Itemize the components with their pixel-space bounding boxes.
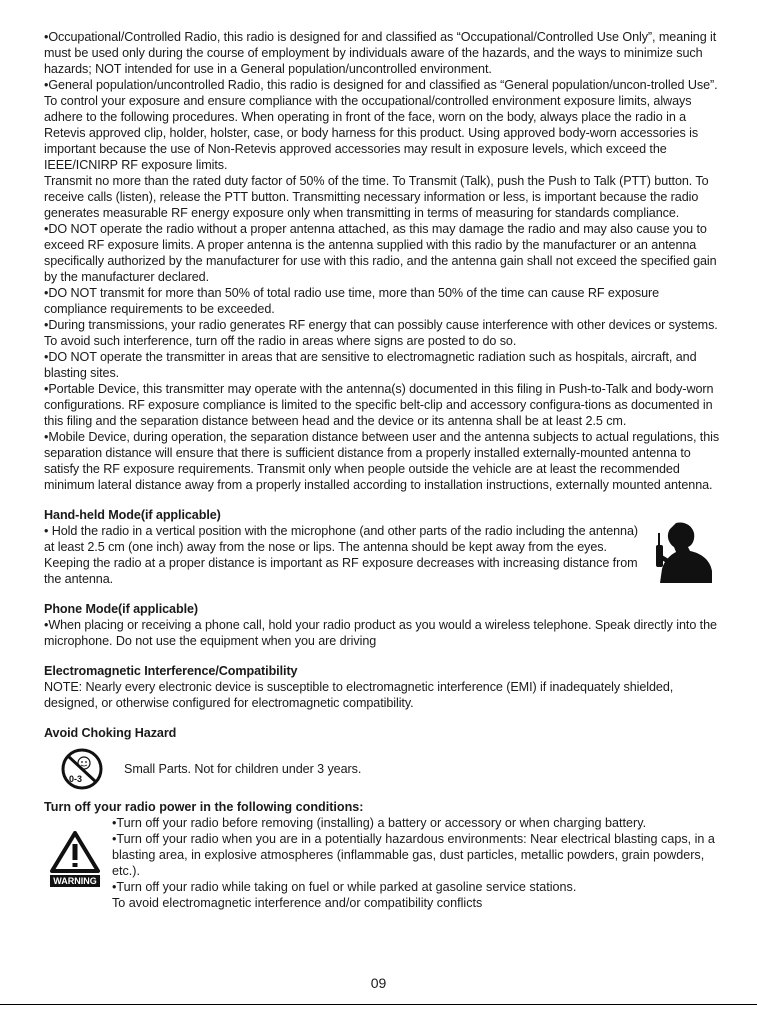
choking-text: Small Parts. Not for children under 3 years. [124,762,362,776]
handheld-title: Hand-held Mode(if applicable) [44,508,221,522]
turnoff-item: •Turn off your radio before removing (installing) a battery or accessory or when charging battery. [112,816,647,830]
phone-section [44,601,720,649]
warning-triangle-icon [50,831,100,873]
footer-divider [0,1004,757,1005]
paragraph-control-exposure: To control your exposure and ensure compliance with the occupational/controlled environment exposure limits, always adhere to the following procedures. When operating in front of the face, worn on the body, always place the radio in a Retevis approved clip, holder, holster, case, or body harness for this product. Using approved body-worn accessories is important because the use of Non-Retevis approved accessories may result in exposure levels, which exceed the IEEE/ICNIRP RF exposure limits. [44,94,699,172]
paragraph-mobile-device: •Mobile Device, during operation, the separation distance between user and the antenna subjects to actual regulations, this separation distance will ensure that there is sufficient distance from a properly installed externally-mounted antenna to satisfy the RF exposure requirements. Transmit only when people outside the vehicle are at least the recommended minimum lateral distance away from a properly installed according to installation instructions, externally mounted antenna. [44,430,720,492]
warning-badge: WARNING [50,875,100,887]
turnoff-item: •Turn off your radio when you are in a potentially hazardous environments: Near electrical blasting caps, in a blasting area, in explosive atmospheres (inflammable gas, dust particles, metallic powders, grain powders, etc.). [112,832,715,878]
paragraph-occupational: •Occupational/Controlled Radio, this radio is designed for and classified as “Occupational/Controlled Use Only”, meaning it must be used only during the course of employment by individuals aware of the hazards, and the ways to minimize such hazards; NOT intended for use in a General population/uncontrolled environment. [44,30,717,76]
paragraph-interference: •During transmissions, your radio generates RF energy that can possibly cause interference with other devices or systems. To avoid such interference, turn off the radio in areas where signs are posted to do so. [44,318,718,348]
soldier-radio-icon [650,521,714,583]
paragraph-portable-device: •Portable Device, this transmitter may operate with the antenna(s) documented in this filing in Push-to-Talk and body-worn configurations. RF exposure compliance is limited to the specific belt-clip and accessory configura-tions as documented in this filing and the separation distance between head and the device or its antenna shall be at least 2.5 cm. [44,382,714,428]
phone-text: •When placing or receiving a phone call, hold your radio product as you would a wireless telephone. Speak directly into the microphone. Do not use the equipment when you are driving [44,618,717,648]
paragraph-sensitive-areas: •DO NOT operate the transmitter in areas that are sensitive to electromagnetic radiation such as hospitals, aircraft, and blasting sites. [44,350,697,380]
paragraph-proper-antenna: •DO NOT operate the radio without a proper antenna attached, as this may damage the radio and may also cause you to exceed RF exposure limits. A proper antenna is the antenna supplied with this radio by the manufacturer or an antenna specifically authorized by the manufacturer for use with this radio, and the antenna gain shall not exceed the specified gain by the manufacturer declared. [44,222,717,284]
rf-exposure-body [44,29,720,493]
page-number: 09 [370,975,387,991]
paragraph-transmit-limit: •DO NOT transmit for more than 50% of total radio use time, more than 50% of the time can cause RF exposure compliance requirements to be exceeded. [44,286,660,316]
warning-icon-group [50,815,100,911]
svg-text:0-3: 0-3 [69,774,83,784]
turnoff-title: Turn off your radio power in the following conditions: [44,800,364,814]
turnoff-item: •Turn off your radio while taking on fuel or while parked at gasoline service stations. [112,880,577,894]
emi-text: NOTE: Nearly every electronic device is susceptible to electromagnetic interference (EMI) if inadequately shielded, designed, or otherwise configured for electromagnetic compatibility. [44,680,674,710]
handheld-text: • Hold the radio in a vertical position with the microphone (and other parts of the radio including the antenna) at least 2.5 cm (one inch) away from the nose or lips. The antenna should be kept away from the eyes. Keeping the radio at a proper distance is important as RF exposure decreases with increasing distance from the antenna. [44,524,639,586]
turnoff-item: To avoid electromagnetic interference and/or compatibility conflicts [112,896,483,910]
no-small-parts-icon [56,747,108,791]
handheld-section [44,507,720,587]
manual-page [44,29,720,911]
choking-section [44,725,720,791]
turnoff-section [44,815,720,911]
choking-title: Avoid Choking Hazard [44,726,177,740]
paragraph-duty-factor: Transmit no more than the rated duty factor of 50% of the time. To Transmit (Talk), push the Push to Talk (PTT) button. To receive calls (listen), release the PTT button. Transmitting necessary information or less, is important because the radio generates measurable RF energy exposure only when transmitting in terms of measuring for standards compliance. [44,174,709,220]
phone-title: Phone Mode(if applicable) [44,602,199,616]
emi-section [44,663,720,711]
paragraph-general-population: •General population/uncontrolled Radio, this radio is designed for and classified as “General population/uncon-trolled Use”. [44,78,718,92]
emi-title: Electromagnetic Interference/Compatibility [44,664,298,678]
